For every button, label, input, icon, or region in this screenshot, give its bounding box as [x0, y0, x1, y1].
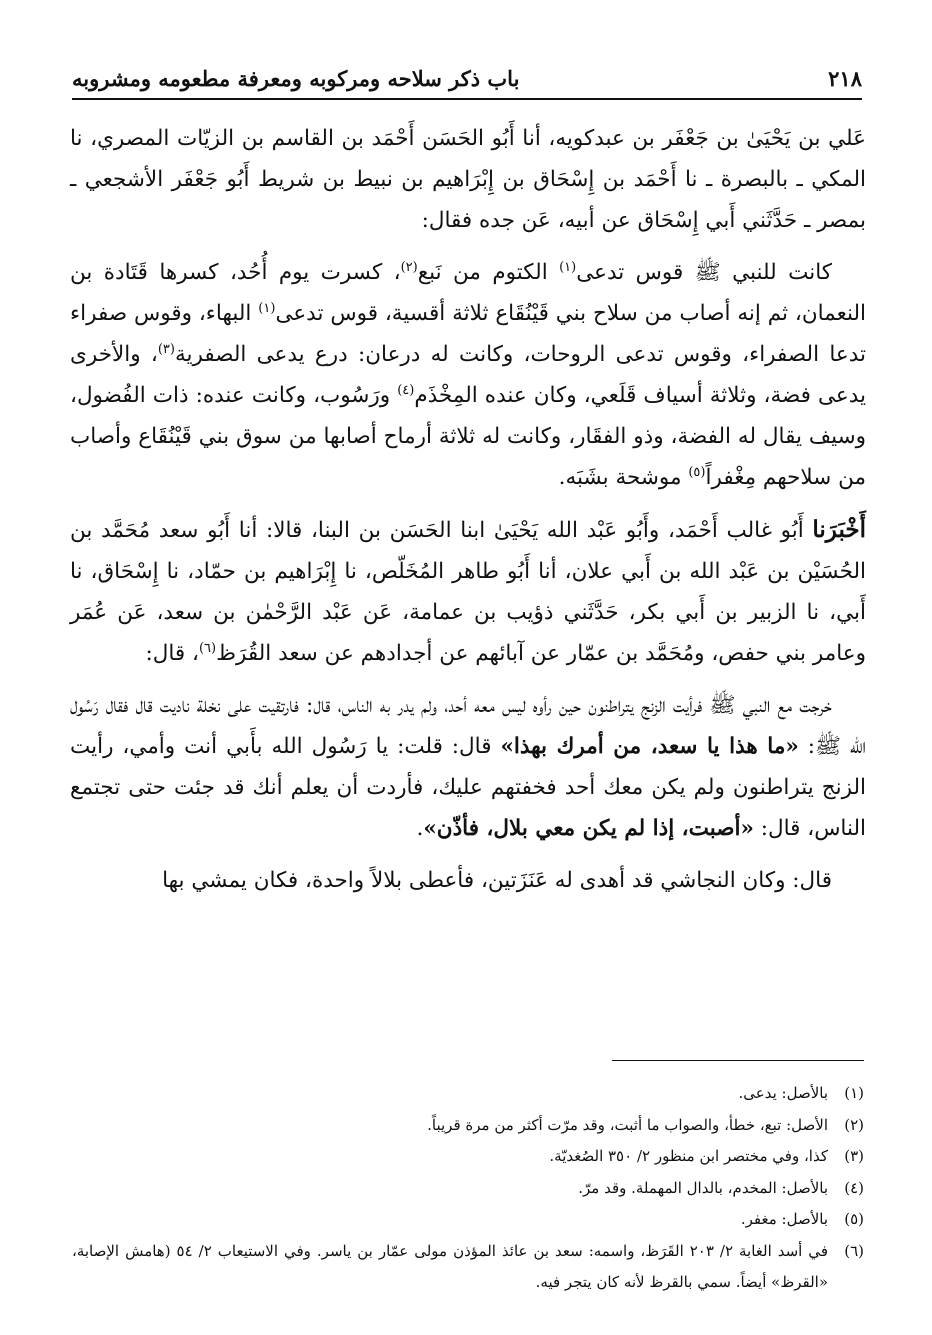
footnote-number: (١) — [844, 1084, 864, 1102]
page-number: ٢١٨ — [828, 65, 862, 91]
footnote-ref: (٢) — [400, 259, 418, 275]
footnote-ref: (٣) — [157, 341, 175, 357]
footnote-item — [72, 1141, 864, 1173]
header-rule — [72, 98, 862, 100]
footnote-item — [72, 1078, 864, 1110]
footnote-ref: (٤) — [397, 382, 415, 398]
footnotes — [72, 1078, 864, 1299]
footnote-ref: (١) — [559, 259, 577, 275]
footnote-item — [72, 1236, 864, 1299]
footnote-number: (٦) — [844, 1241, 864, 1260]
paragraph-narration: خرجت مع النبي ﷺ فرأيت الزنج يتراطنون حين رأوه ليس معه أحد، ولم يدر به الناس، قال: فارتقيت على نخلة ناديت قال فقال رَسُول الله ﷺ: «ما هذا يا سعد، من أمرك بهذا» قال: قلت: يا رَسُول الله بأَبي أنت وأمي، رأيت الزنج يتراطنون ولم يكن معك أحد فخفتهم عليك، فأردت أن يعلم أنك قد جئت حتى تجتمع الناس، قال: «أصبت، إذا لم يكن معي بلال، فأذّن». — [70, 693, 866, 841]
paragraph-isnad: عَلي بن يَحْيَىٰ بن جَعْفَر بن عبدكويه، أنا أَبُو الحَسَن أَحْمَد بن القاسم بن الزيّات المصري، نا المكي ـ بالبصرة ـ نا أَحْمَد بن إِسْحَاق بن إِبْرَاهيم بن نبيط بن شريط أَبُو جَعْفَر الأشجعي ـ بمصر ـ حَدَّثَني أَبي إِسْحَاق عن أبيه، عَن جده فقال: — [70, 126, 866, 233]
footnote-number: (٢) — [844, 1115, 864, 1134]
footnote-text: بالأصل: المخدم، بالدال المهملة. وقد مرّ. — [578, 1178, 828, 1197]
prophet-quote: «أصبت، إذا لم يكن معي بلال، فأذّن» — [423, 816, 754, 841]
footnote-ref: (٦) — [198, 640, 217, 656]
footnote-text: بالأصل: مغفر. — [740, 1210, 828, 1228]
lead-word: أَخْبَرَنا — [812, 516, 866, 543]
footnote-ref: (٥) — [688, 464, 706, 480]
prophet-quote: «ما هذا يا سعد، من أمرك بهذا» — [500, 734, 799, 759]
page-header — [72, 60, 862, 96]
footnote-number: (٥) — [844, 1210, 864, 1228]
paragraph-weapons: كانت للنبي ﷺ قوس تدعى$^{(١)}$ الكتوم من نَبع$^{(٢)}$، كسرت يوم أُحُد، كسرها قَتَادة بن النعمان، ثم إنه أصاب من سلاح بني قَيْنُقَاع ثلاثة أقسية، قوس تدعى$^{(١)}$ البهاء، وقوس صفراء تدعا الصفراء، وقوس تدعى الروحات، وكانت له درعان: درع يدعى الصفرية$^{(٣)}$، والأخرى يدعى فضة، وثلاثة أسياف قَلَعي، وكان عنده المِخْذَم$^{(٤)}$ ورَسُوب، وكانت عنده: ذات الفُضول، وسيف يقال له الفضة، وذو الفقَار، وكانت له ثلاثة أرماح أصابها من سوق بني قَيْنُقَاع وأصاب من سلاحهم مِغْفراً$^{(٥)}$ موشحة بشَبَه. — [70, 259, 866, 490]
paragraph-akhbarana: أَخْبَرَنا أَبُو غالب أَحْمَد، وأَبُو عَبْد الله يَحْيَىٰ ابنا الحَسَن بن البنا، قالا: أنا أَبُو سعد مُحَمَّد بن الحُسَيْن بن عَبْد الله بن أَبي علان، أنا أَبُو طاهر المُخَلّص، نا إِبْرَاهيم بن حمّاد، نا إِسْحَاق، نا أَبي، نا الزبير بن أَبي بكر، حَدَّثَني ذؤيب بن عمامة، عَن عَبْد الرَّحْمٰن بن سعد، عَن عُمَر وعامر بني حفص، ومُحَمَّد بن عمّار عن آبائهم عن أجدادهم عن سعد القُرَظ$^{(٦)}$، قال: — [70, 516, 866, 666]
footnote-item — [72, 1110, 864, 1142]
footnote-text: الأصل: تبع، خطأ، والصواب ما أثبت، وقد مرّت أكثر من مرة قريباً. — [427, 1115, 828, 1134]
footnote-item — [72, 1173, 864, 1205]
footnote-text: في أسد الغابة ٢/ ٢٠٣ القَرَظ، واسمه: سعد بن عائذ المؤذن مولى عمّار بن ياسر. وفي الاستيعاب ٢/ ٥٤ (هامش الإصابة، «القرظ» أيضاً. سمي بالقرظ لأنه كان يتجر فيه. — [72, 1241, 828, 1291]
footnote-ref: (١) — [258, 300, 276, 316]
footnote-number: (٣) — [844, 1147, 864, 1165]
main-text — [70, 118, 866, 912]
footnote-text: كذا، وفي مختصر ابن منظور ٢/ ٣٥٠ الصُغديّة. — [549, 1147, 828, 1165]
footnote-item — [72, 1204, 864, 1236]
footnote-text: بالأصل: يدعى. — [738, 1084, 828, 1102]
paragraph-najashi: قال: وكان النجاشي قد أهدى له عَنَزَتين، فأعطى بلالاً واحدة، فكان يمشي بها — [162, 868, 832, 893]
running-title: باب ذكر سلاحه ومركوبه ومعرفة مطعومه ومشروبه — [72, 65, 520, 91]
footnote-rule — [612, 1060, 864, 1061]
footnote-number: (٤) — [844, 1178, 864, 1197]
